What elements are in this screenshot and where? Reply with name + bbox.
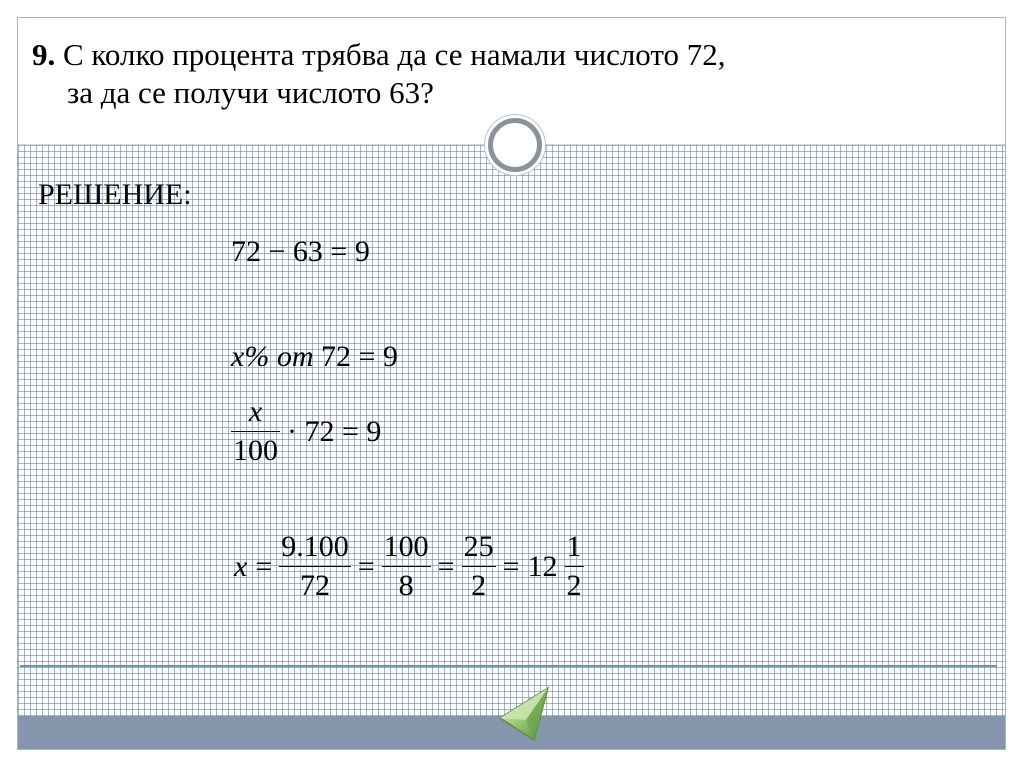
fraction-rest: · 72 = 9	[287, 414, 382, 448]
percent-word: от	[276, 340, 314, 373]
equation-fraction	[228, 393, 385, 470]
equation-percent	[231, 340, 398, 374]
fraction-4-numerator: 1	[565, 528, 584, 567]
fraction-2-denominator: 8	[398, 569, 414, 602]
equation-result	[230, 528, 587, 605]
fraction-4	[565, 528, 584, 605]
fraction-x-over-100	[231, 393, 280, 470]
percent-variable: x%	[231, 340, 270, 373]
percent-rest: 72 = 9	[320, 340, 398, 373]
mixed-whole: 12	[527, 549, 558, 583]
grid-background	[18, 145, 1005, 716]
equals-sign-4: =	[502, 549, 520, 583]
problem-line-2: за да се получи числото 63?	[67, 75, 434, 110]
equals-sign-1: =	[255, 549, 273, 583]
fraction-1	[279, 528, 351, 605]
solution-label: РЕШЕНИЕ:	[38, 178, 192, 211]
fraction-4-denominator: 2	[566, 569, 582, 602]
fraction-3-numerator: 25	[462, 528, 496, 567]
circle-ring-icon	[488, 118, 542, 172]
problem-text-1: С колко процента трябва да се намали числото 72,	[55, 37, 726, 72]
fraction-3-denominator: 2	[471, 569, 487, 602]
back-arrow-icon[interactable]	[496, 684, 552, 744]
fraction-2	[382, 528, 431, 605]
fraction-3	[462, 528, 496, 605]
slide	[17, 17, 1006, 750]
equals-sign-2: =	[357, 549, 375, 583]
equation-subtraction: 72 − 63 = 9	[231, 235, 370, 268]
result-variable: x	[234, 549, 248, 583]
equals-sign-3: =	[437, 549, 455, 583]
fraction-2-numerator: 100	[382, 528, 431, 567]
bottom-divider	[20, 665, 997, 667]
fraction-numerator: x	[231, 393, 280, 432]
fraction-denominator: 100	[233, 434, 278, 467]
problem-number: 9.	[32, 37, 56, 72]
fraction-1-denominator: 72	[300, 569, 330, 602]
problem-line-1	[32, 38, 726, 72]
fraction-1-numerator: 9.100	[279, 528, 351, 567]
